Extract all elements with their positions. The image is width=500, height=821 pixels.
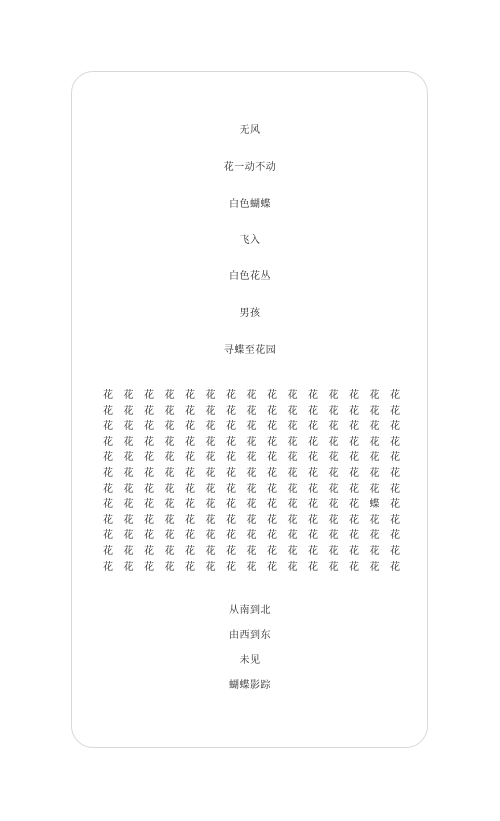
grid-cell-flower: 花 — [164, 452, 175, 464]
grid-cell-flower: 花 — [390, 499, 400, 511]
poem-line-not-seen: 未见 — [239, 655, 261, 666]
grid-cell-flower: 花 — [226, 390, 236, 401]
grid-cell-flower: 花 — [369, 452, 380, 464]
grid-cell-butterfly: 蝶 — [369, 499, 380, 511]
grid-cell-flower: 花 — [205, 530, 216, 542]
grid-cell-flower: 花 — [390, 514, 400, 526]
grid-cell-flower: 花 — [144, 499, 154, 511]
grid-cell-flower: 花 — [205, 561, 216, 573]
grid-cell-flower: 花 — [328, 468, 339, 479]
grid-cell-flower: 花 — [390, 421, 400, 433]
grid-cell-flower: 花 — [308, 390, 318, 401]
grid-cell-flower: 花 — [267, 546, 277, 557]
poem-line-butterfly-trace: 蝴蝶影踪 — [229, 680, 271, 691]
grid-cell-flower: 花 — [123, 514, 134, 526]
grid-cell-flower: 花 — [226, 546, 236, 557]
grid-cell-flower: 花 — [205, 514, 216, 526]
grid-cell-flower: 花 — [185, 452, 195, 464]
grid-cell-flower: 花 — [328, 561, 339, 573]
grid-cell-flower: 花 — [226, 468, 236, 479]
grid-cell-flower: 花 — [144, 452, 154, 464]
grid-cell-flower: 花 — [103, 421, 113, 433]
grid-cell-flower: 花 — [123, 499, 134, 511]
poem-line-white-flowers: 白色花丛 — [229, 271, 271, 282]
grid-cell-flower: 花 — [164, 390, 175, 401]
grid-cell-flower: 花 — [123, 561, 134, 573]
grid-cell-flower: 花 — [287, 499, 298, 511]
grid-cell-flower: 花 — [103, 483, 113, 495]
grid-cell-flower: 花 — [205, 436, 216, 448]
grid-cell-flower: 花 — [164, 405, 175, 417]
grid-cell-flower: 花 — [144, 405, 154, 417]
grid-cell-flower: 花 — [328, 421, 339, 433]
grid-cell-flower: 花 — [369, 561, 380, 573]
grid-cell-flower: 花 — [328, 546, 339, 557]
grid-cell-flower: 花 — [123, 436, 134, 448]
grid-cell-flower: 花 — [287, 468, 298, 479]
grid-cell-flower: 花 — [287, 561, 298, 573]
grid-cell-flower: 花 — [287, 421, 298, 433]
grid-cell-flower: 花 — [144, 390, 154, 401]
grid-cell-flower: 花 — [328, 530, 339, 542]
grid-cell-flower: 花 — [287, 483, 298, 495]
poem-line-wind: 无风 — [239, 125, 261, 136]
grid-cell-flower: 花 — [164, 436, 175, 448]
grid-cell-flower: 花 — [123, 405, 134, 417]
grid-cell-flower: 花 — [185, 514, 195, 526]
poem-line-south-north: 从南到北 — [229, 605, 271, 616]
grid-cell-flower: 花 — [308, 561, 318, 573]
grid-cell-flower: 花 — [267, 421, 277, 433]
grid-cell-flower: 花 — [123, 421, 134, 433]
grid-cell-flower: 花 — [267, 561, 277, 573]
grid-cell-flower: 花 — [328, 483, 339, 495]
grid-cell-flower: 花 — [246, 514, 257, 526]
grid-cell-flower: 花 — [369, 530, 380, 542]
grid-cell-flower: 花 — [267, 499, 277, 511]
grid-cell-flower: 花 — [246, 468, 257, 479]
grid-cell-flower: 花 — [185, 436, 195, 448]
grid-cell-flower: 花 — [226, 483, 236, 495]
grid-cell-flower: 花 — [185, 530, 195, 542]
flower-character-grid — [102, 390, 402, 575]
grid-cell-flower: 花 — [328, 452, 339, 464]
poem-line-boy: 男孩 — [239, 308, 261, 319]
grid-cell-flower: 花 — [308, 530, 318, 542]
grid-cell-flower: 花 — [123, 530, 134, 542]
grid-cell-flower: 花 — [390, 468, 400, 479]
grid-cell-flower: 花 — [144, 421, 154, 433]
grid-cell-flower: 花 — [226, 405, 236, 417]
grid-cell-flower: 花 — [144, 514, 154, 526]
grid-cell-flower: 花 — [185, 499, 195, 511]
grid-cell-flower: 花 — [103, 390, 113, 401]
grid-cell-flower: 花 — [164, 421, 175, 433]
grid-cell-flower: 花 — [103, 452, 113, 464]
grid-cell-flower: 花 — [226, 561, 236, 573]
grid-cell-flower: 花 — [267, 468, 277, 479]
grid-cell-flower: 花 — [103, 561, 113, 573]
grid-cell-flower: 花 — [164, 530, 175, 542]
grid-cell-flower: 花 — [349, 390, 359, 401]
poem-line-white-butterfly: 白色蝴蝶 — [229, 199, 271, 210]
poem-line-flower-still: 花一动不动 — [223, 162, 277, 173]
grid-cell-flower: 花 — [144, 483, 154, 495]
grid-cell-flower: 花 — [185, 390, 195, 401]
grid-cell-flower: 花 — [349, 405, 359, 417]
grid-cell-flower: 花 — [205, 390, 216, 401]
grid-cell-flower: 花 — [185, 468, 195, 479]
grid-cell-flower: 花 — [185, 546, 195, 557]
grid-cell-flower: 花 — [185, 421, 195, 433]
grid-cell-flower: 花 — [308, 468, 318, 479]
grid-cell-flower: 花 — [205, 483, 216, 495]
grid-cell-flower: 花 — [226, 499, 236, 511]
grid-cell-flower: 花 — [246, 452, 257, 464]
grid-cell-flower: 花 — [185, 483, 195, 495]
grid-cell-flower: 花 — [369, 436, 380, 448]
grid-cell-flower: 花 — [103, 436, 113, 448]
grid-cell-flower: 花 — [287, 405, 298, 417]
grid-cell-flower: 花 — [349, 561, 359, 573]
grid-cell-flower: 花 — [308, 405, 318, 417]
grid-cell-flower: 花 — [349, 514, 359, 526]
grid-cell-flower: 花 — [308, 499, 318, 511]
grid-cell-flower: 花 — [185, 561, 195, 573]
poem-line-fly-in: 飞入 — [239, 235, 261, 246]
grid-cell-flower: 花 — [123, 468, 134, 479]
grid-cell-flower: 花 — [328, 405, 339, 417]
grid-cell-flower: 花 — [369, 546, 380, 557]
grid-cell-flower: 花 — [205, 499, 216, 511]
grid-cell-flower: 花 — [328, 499, 339, 511]
grid-cell-flower: 花 — [390, 405, 400, 417]
grid-cell-flower: 花 — [123, 452, 134, 464]
grid-cell-flower: 花 — [287, 546, 298, 557]
grid-cell-flower: 花 — [205, 405, 216, 417]
grid-cell-flower: 花 — [144, 561, 154, 573]
grid-cell-flower: 花 — [390, 483, 400, 495]
grid-cell-flower: 花 — [390, 436, 400, 448]
grid-cell-flower: 花 — [390, 390, 400, 401]
grid-cell-flower: 花 — [103, 405, 113, 417]
grid-cell-flower: 花 — [349, 452, 359, 464]
grid-cell-flower: 花 — [287, 530, 298, 542]
grid-cell-flower: 花 — [308, 514, 318, 526]
grid-cell-flower: 花 — [246, 390, 257, 401]
grid-cell-flower: 花 — [164, 561, 175, 573]
grid-cell-flower: 花 — [369, 514, 380, 526]
grid-cell-flower: 花 — [287, 390, 298, 401]
grid-cell-flower: 花 — [226, 530, 236, 542]
grid-cell-flower: 花 — [103, 530, 113, 542]
grid-cell-flower: 花 — [287, 452, 298, 464]
grid-cell-flower: 花 — [390, 452, 400, 464]
grid-cell-flower: 花 — [205, 421, 216, 433]
grid-cell-flower: 花 — [144, 436, 154, 448]
grid-cell-flower: 花 — [246, 436, 257, 448]
grid-cell-flower: 花 — [246, 546, 257, 557]
grid-cell-flower: 花 — [349, 436, 359, 448]
grid-cell-flower: 花 — [267, 452, 277, 464]
grid-cell-flower: 花 — [123, 546, 134, 557]
grid-cell-flower: 花 — [246, 530, 257, 542]
grid-cell-flower: 花 — [369, 483, 380, 495]
grid-cell-flower: 花 — [390, 546, 400, 557]
grid-cell-flower: 花 — [349, 468, 359, 479]
grid-cell-flower: 花 — [226, 436, 236, 448]
grid-cell-flower: 花 — [246, 561, 257, 573]
grid-cell-flower: 花 — [123, 390, 134, 401]
grid-cell-flower: 花 — [267, 514, 277, 526]
grid-cell-flower: 花 — [308, 421, 318, 433]
grid-cell-flower: 花 — [123, 483, 134, 495]
grid-cell-flower: 花 — [308, 452, 318, 464]
grid-cell-flower: 花 — [308, 546, 318, 557]
grid-cell-flower: 花 — [185, 405, 195, 417]
grid-cell-flower: 花 — [205, 452, 216, 464]
grid-cell-flower: 花 — [369, 468, 380, 479]
grid-cell-flower: 花 — [144, 530, 154, 542]
grid-cell-flower: 花 — [287, 436, 298, 448]
poem-line-west-east: 由西到东 — [229, 630, 271, 641]
grid-cell-flower: 花 — [226, 421, 236, 433]
grid-cell-flower: 花 — [246, 483, 257, 495]
grid-cell-flower: 花 — [103, 468, 113, 479]
grid-cell-flower: 花 — [328, 514, 339, 526]
grid-cell-flower: 花 — [164, 483, 175, 495]
poem-line-seek-butterfly: 寻蝶至花园 — [223, 345, 277, 356]
grid-cell-flower: 花 — [267, 405, 277, 417]
grid-cell-flower: 花 — [226, 452, 236, 464]
grid-cell-flower: 花 — [328, 436, 339, 448]
grid-cell-flower: 花 — [349, 530, 359, 542]
grid-cell-flower: 花 — [103, 546, 113, 557]
grid-cell-flower: 花 — [349, 421, 359, 433]
grid-cell-flower: 花 — [144, 468, 154, 479]
grid-cell-flower: 花 — [390, 530, 400, 542]
grid-cell-flower: 花 — [369, 421, 380, 433]
grid-cell-flower: 花 — [103, 514, 113, 526]
grid-cell-flower: 花 — [164, 499, 175, 511]
grid-cell-flower: 花 — [205, 546, 216, 557]
grid-cell-flower: 花 — [369, 390, 380, 401]
grid-cell-flower: 花 — [164, 546, 175, 557]
grid-cell-flower: 花 — [226, 514, 236, 526]
grid-cell-flower: 花 — [246, 421, 257, 433]
grid-cell-flower: 花 — [328, 390, 339, 401]
grid-cell-flower: 花 — [144, 546, 154, 557]
grid-cell-flower: 花 — [308, 436, 318, 448]
grid-cell-flower: 花 — [369, 405, 380, 417]
grid-cell-flower: 花 — [287, 514, 298, 526]
grid-cell-flower: 花 — [349, 546, 359, 557]
grid-cell-flower: 花 — [164, 514, 175, 526]
grid-cell-flower: 花 — [390, 561, 400, 573]
grid-cell-flower: 花 — [308, 483, 318, 495]
grid-cell-flower: 花 — [349, 499, 359, 511]
grid-cell-flower: 花 — [267, 390, 277, 401]
grid-cell-flower: 花 — [267, 436, 277, 448]
grid-cell-flower: 花 — [205, 468, 216, 479]
grid-cell-flower: 花 — [267, 530, 277, 542]
grid-cell-flower: 花 — [246, 499, 257, 511]
grid-cell-flower: 花 — [164, 468, 175, 479]
grid-cell-flower: 花 — [103, 499, 113, 511]
grid-cell-flower: 花 — [246, 405, 257, 417]
grid-cell-flower: 花 — [267, 483, 277, 495]
grid-cell-flower: 花 — [349, 483, 359, 495]
